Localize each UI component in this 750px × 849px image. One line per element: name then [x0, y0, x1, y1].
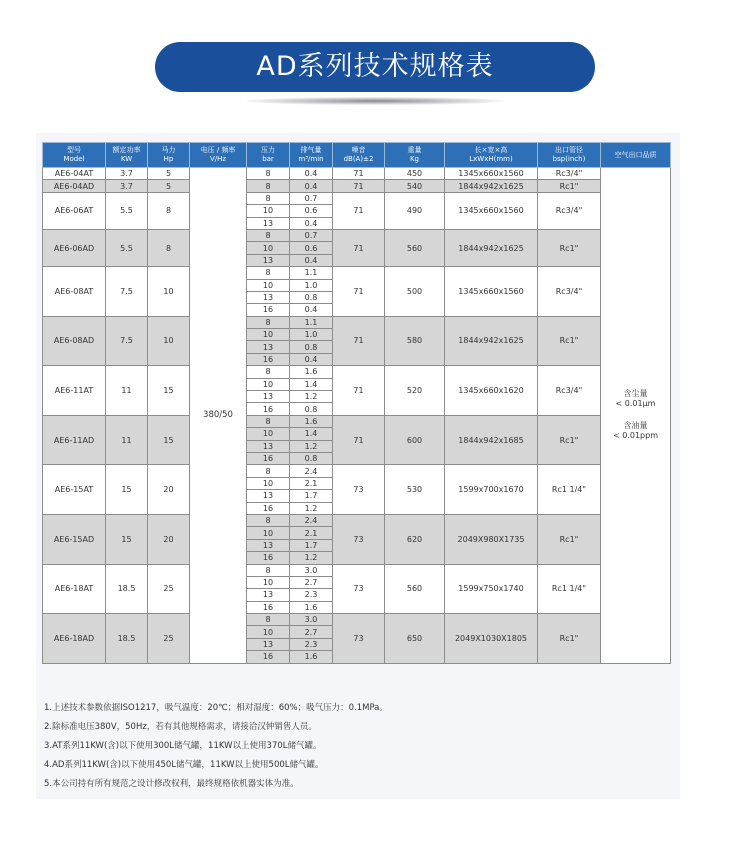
pressure-cell: 13	[247, 638, 290, 650]
outlet-cell: Rc3/4"	[538, 267, 601, 317]
weight-cell: 490	[385, 192, 445, 229]
weight-cell: 560	[385, 229, 445, 266]
pressure-cell: 8	[247, 514, 290, 526]
note-item: 3.AT系列11KW(含)以下使用300L储气罐，11KW以上使用370L储气罐。	[44, 741, 322, 751]
flow-cell: 1.6	[290, 601, 333, 613]
weight-cell: 650	[385, 614, 445, 664]
weight-cell: 560	[385, 564, 445, 614]
power-cell: 18.5	[106, 564, 148, 614]
flow-cell: 0.4	[290, 353, 333, 365]
pressure-cell: 10	[247, 626, 290, 638]
horsepower-cell: 25	[148, 614, 190, 664]
flow-cell: 1.7	[290, 539, 333, 551]
table-row	[43, 614, 671, 626]
noise-cell: 71	[333, 168, 385, 180]
horsepower-cell: 5	[148, 168, 190, 180]
pressure-cell: 8	[247, 180, 290, 192]
pressure-cell: 10	[247, 205, 290, 217]
dimensions-cell: 2049X980X1735	[445, 514, 538, 564]
horsepower-cell: 25	[148, 564, 190, 614]
header-noise: 噪音 dB(A)±2	[333, 143, 385, 168]
pressure-cell: 10	[247, 428, 290, 440]
power-cell: 5.5	[106, 192, 148, 229]
pressure-cell: 13	[247, 217, 290, 229]
table-row	[43, 316, 671, 328]
dimensions-cell: 1844x942x1625	[445, 316, 538, 366]
voltage-cell: 380/50	[190, 168, 247, 664]
dimensions-cell: 1844x942x1625	[445, 180, 538, 192]
title-shadow	[245, 97, 505, 105]
model-cell: AE6-04AD	[43, 180, 106, 192]
header-flow: 排气量 m³/min	[290, 143, 333, 168]
spec-table-body	[43, 168, 671, 664]
horsepower-cell: 5	[148, 180, 190, 192]
table-row	[43, 514, 671, 526]
pressure-cell: 8	[247, 267, 290, 279]
outlet-cell: Rc3/4"	[538, 366, 601, 416]
note-item: 2.除标准电压380V，50Hz，若有其他规格需求，请接洽汉钟销售人员。	[44, 722, 317, 732]
pressure-cell: 8	[247, 366, 290, 378]
horsepower-cell: 15	[148, 366, 190, 416]
noise-cell: 71	[333, 366, 385, 416]
header-outlet: 出口管径 bsp(inch)	[538, 143, 601, 168]
flow-cell: 2.1	[290, 477, 333, 489]
outlet-cell: Rc1"	[538, 180, 601, 192]
dimensions-cell: 1599x700x1670	[445, 465, 538, 515]
outlet-cell: Rc1"	[538, 415, 601, 465]
weight-cell: 530	[385, 465, 445, 515]
horsepower-cell: 10	[148, 267, 190, 317]
flow-cell: 0.6	[290, 242, 333, 254]
weight-cell: 580	[385, 316, 445, 366]
pressure-cell: 13	[247, 391, 290, 403]
model-cell: AE6-15AD	[43, 514, 106, 564]
flow-cell: 0.4	[290, 254, 333, 266]
pressure-cell: 16	[247, 403, 290, 415]
pressure-cell: 10	[247, 576, 290, 588]
pressure-cell: 13	[247, 539, 290, 551]
noise-cell: 73	[333, 514, 385, 564]
outlet-cell: Rc3/4"	[538, 168, 601, 180]
dimensions-cell: 1345x660x1560	[445, 267, 538, 317]
flow-cell: 1.4	[290, 428, 333, 440]
pressure-cell: 16	[247, 353, 290, 365]
flow-cell: 0.8	[290, 452, 333, 464]
flow-cell: 1.6	[290, 415, 333, 427]
model-cell: AE6-18AD	[43, 614, 106, 664]
page-title: AD系列技术规格表	[256, 51, 494, 82]
pressure-cell: 8	[247, 192, 290, 204]
flow-cell: 0.7	[290, 229, 333, 241]
horsepower-cell: 15	[148, 415, 190, 465]
model-cell: AE6-04AT	[43, 168, 106, 180]
noise-cell: 71	[333, 192, 385, 229]
power-cell: 7.5	[106, 267, 148, 317]
outlet-cell: Rc1"	[538, 316, 601, 366]
header-dimensions: 长×宽×高 LxWxH(mm)	[445, 143, 538, 168]
pressure-cell: 10	[247, 527, 290, 539]
table-row	[43, 415, 671, 427]
noise-cell: 73	[333, 564, 385, 614]
model-cell: AE6-18AT	[43, 564, 106, 614]
outlet-cell: Rc1 1/4"	[538, 564, 601, 614]
model-cell: AE6-06AT	[43, 192, 106, 229]
outlet-cell: Rc1"	[538, 229, 601, 266]
header-horsepower: 马力 Hp	[148, 143, 190, 168]
flow-cell: 1.6	[290, 651, 333, 663]
power-cell: 15	[106, 465, 148, 515]
table-row	[43, 168, 671, 180]
noise-cell: 71	[333, 316, 385, 366]
flow-cell: 2.3	[290, 589, 333, 601]
power-cell: 5.5	[106, 229, 148, 266]
weight-cell: 500	[385, 267, 445, 317]
horsepower-cell: 8	[148, 192, 190, 229]
dust-value: < 0.01μm	[615, 399, 656, 409]
weight-cell: 450	[385, 168, 445, 180]
model-cell: AE6-11AT	[43, 366, 106, 416]
header-air-quality: 空气出口品质	[601, 143, 671, 168]
dimensions-cell: 1345x660x1560	[445, 168, 538, 180]
pressure-cell: 10	[247, 329, 290, 341]
dimensions-cell: 1345x660x1560	[445, 192, 538, 229]
weight-cell: 620	[385, 514, 445, 564]
flow-cell: 1.1	[290, 316, 333, 328]
notes	[44, 699, 388, 794]
power-cell: 15	[106, 514, 148, 564]
pressure-cell: 16	[247, 552, 290, 564]
flow-cell: 3.0	[290, 614, 333, 626]
pressure-cell: 13	[247, 254, 290, 266]
dust-label: 含尘量	[623, 389, 648, 399]
table-row	[43, 192, 671, 204]
header-power: 额定功率 KW	[106, 143, 148, 168]
weight-cell: 600	[385, 415, 445, 465]
power-cell: 3.7	[106, 180, 148, 192]
outlet-cell: Rc1 1/4"	[538, 465, 601, 515]
noise-cell: 71	[333, 229, 385, 266]
noise-cell: 73	[333, 614, 385, 664]
dimensions-cell: 1599x750x1740	[445, 564, 538, 614]
noise-cell: 71	[333, 180, 385, 192]
pressure-cell: 8	[247, 614, 290, 626]
flow-cell: 1.6	[290, 366, 333, 378]
flow-cell: 2.7	[290, 576, 333, 588]
table-row	[43, 465, 671, 477]
page-title-banner	[155, 42, 595, 92]
flow-cell: 1.1	[290, 267, 333, 279]
flow-cell: 0.4	[290, 168, 333, 180]
pressure-cell: 16	[247, 304, 290, 316]
flow-cell: 1.2	[290, 440, 333, 452]
pressure-cell: 16	[247, 502, 290, 514]
power-cell: 7.5	[106, 316, 148, 366]
table-header-row	[43, 143, 671, 168]
flow-cell: 0.8	[290, 403, 333, 415]
pressure-cell: 16	[247, 601, 290, 613]
note-item: 1.上述技术参数依据ISO1217，吸气温度：20℃；相对湿度：60%；吸气压力：0.1MPa。	[44, 703, 388, 713]
flow-cell: 1.2	[290, 502, 333, 514]
flow-cell: 0.4	[290, 180, 333, 192]
noise-cell: 71	[333, 267, 385, 317]
power-cell: 18.5	[106, 614, 148, 664]
outlet-cell: Rc3/4"	[538, 192, 601, 229]
dimensions-cell: 2049X1030X1805	[445, 614, 538, 664]
flow-cell: 1.0	[290, 279, 333, 291]
flow-cell: 2.4	[290, 514, 333, 526]
pressure-cell: 8	[247, 465, 290, 477]
note-item: 4.AD系列11KW(含)以下使用450L储气罐，11KW以上使用500L储气罐。	[44, 760, 324, 770]
pressure-cell: 13	[247, 341, 290, 353]
pressure-cell: 10	[247, 378, 290, 390]
power-cell: 11	[106, 415, 148, 465]
model-cell: AE6-08AD	[43, 316, 106, 366]
header-weight: 重量 Kg	[385, 143, 445, 168]
flow-cell: 2.3	[290, 638, 333, 650]
power-cell: 3.7	[106, 168, 148, 180]
spec-table	[42, 142, 671, 664]
flow-cell: 2.1	[290, 527, 333, 539]
table-row	[43, 229, 671, 241]
pressure-cell: 10	[247, 279, 290, 291]
flow-cell: 1.2	[290, 391, 333, 403]
power-cell: 11	[106, 366, 148, 416]
flow-cell: 0.8	[290, 291, 333, 303]
horsepower-cell: 8	[148, 229, 190, 266]
header-pressure: 压力 bar	[247, 143, 290, 168]
header-voltage: 电压 / 频率 V/Hz	[190, 143, 247, 168]
pressure-cell: 16	[247, 452, 290, 464]
flow-cell: 1.7	[290, 490, 333, 502]
flow-cell: 0.4	[290, 217, 333, 229]
pressure-cell: 13	[247, 291, 290, 303]
dimensions-cell: 1844x942x1625	[445, 229, 538, 266]
flow-cell: 1.0	[290, 329, 333, 341]
table-row	[43, 366, 671, 378]
pressure-cell: 8	[247, 229, 290, 241]
pressure-cell: 8	[247, 168, 290, 180]
pressure-cell: 13	[247, 589, 290, 601]
pressure-cell: 10	[247, 477, 290, 489]
flow-cell: 2.4	[290, 465, 333, 477]
air-quality-cell	[601, 168, 671, 664]
weight-cell: 520	[385, 366, 445, 416]
oil-label: 含油量	[623, 421, 648, 431]
flow-cell: 0.8	[290, 341, 333, 353]
oil-value: < 0.01ppm	[612, 431, 658, 441]
flow-cell: 0.6	[290, 205, 333, 217]
noise-cell: 73	[333, 465, 385, 515]
table-row	[43, 180, 671, 192]
outlet-cell: Rc1"	[538, 614, 601, 664]
pressure-cell: 8	[247, 415, 290, 427]
pressure-cell: 16	[247, 651, 290, 663]
noise-cell: 71	[333, 415, 385, 465]
pressure-cell: 8	[247, 316, 290, 328]
model-cell: AE6-06AD	[43, 229, 106, 266]
pressure-cell: 10	[247, 242, 290, 254]
dimensions-cell: 1345x660x1620	[445, 366, 538, 416]
table-row	[43, 267, 671, 279]
dimensions-cell: 1844x942x1685	[445, 415, 538, 465]
outlet-cell: Rc1"	[538, 514, 601, 564]
pressure-cell: 13	[247, 440, 290, 452]
flow-cell: 0.7	[290, 192, 333, 204]
pressure-cell: 13	[247, 490, 290, 502]
model-cell: AE6-08AT	[43, 267, 106, 317]
note-item: 5.本公司持有所有规范之设计修改权利，最终规格依机器实体为准。	[44, 779, 299, 789]
horsepower-cell: 10	[148, 316, 190, 366]
table-row	[43, 564, 671, 576]
model-cell: AE6-11AD	[43, 415, 106, 465]
header-model: 型号 Model	[43, 143, 106, 168]
flow-cell: 0.4	[290, 304, 333, 316]
horsepower-cell: 20	[148, 514, 190, 564]
flow-cell: 3.0	[290, 564, 333, 576]
pressure-cell: 8	[247, 564, 290, 576]
flow-cell: 1.4	[290, 378, 333, 390]
flow-cell: 2.7	[290, 626, 333, 638]
flow-cell: 1.2	[290, 552, 333, 564]
model-cell: AE6-15AT	[43, 465, 106, 515]
horsepower-cell: 20	[148, 465, 190, 515]
weight-cell: 540	[385, 180, 445, 192]
